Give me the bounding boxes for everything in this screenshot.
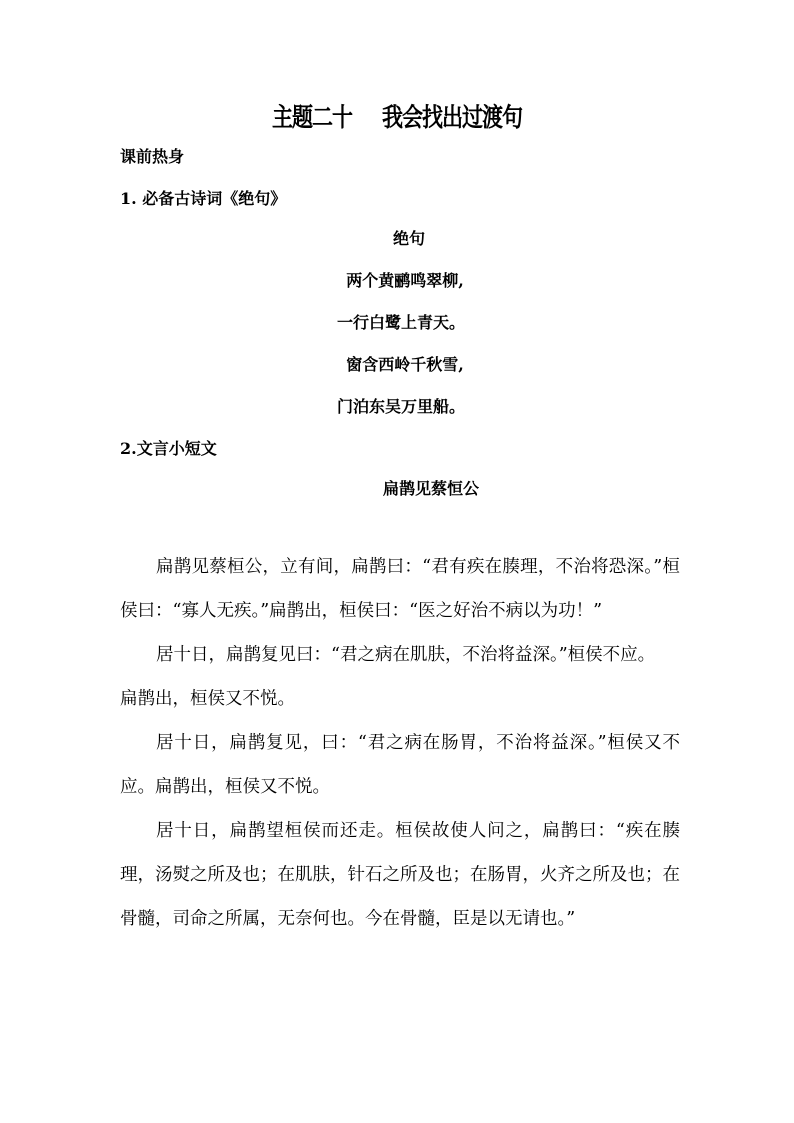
essay-paragraph-3: 扁鹊出，桓侯又不悦。 (120, 689, 295, 709)
poem-line-2: 一行白鹭上青天。 (336, 313, 465, 332)
essay-paragraph-2: 居十日，扁鹊复见曰：“君之病在肌肤，不治将益深。”桓侯不应。 (156, 645, 656, 665)
poem-line-1: 两个黄鹂鸣翠柳, (346, 271, 464, 290)
item2-heading: 2.文言小短文 (120, 439, 217, 458)
poem-line-3: 窗含西岭千秋雪, (346, 355, 464, 374)
poem-title: 绝句 (392, 229, 425, 248)
title-part1: 主题二十 (272, 102, 352, 133)
essay-title: 扁鹊见蔡恒公 (382, 479, 479, 498)
page-title (0, 98, 794, 135)
item1-heading: 1. 必备古诗词《绝句》 (120, 189, 287, 208)
essay-body (120, 545, 680, 941)
essay-paragraph-5: 居十日，扁鹊望桓侯而还走。桓侯故使人问之，扁鹊曰：“疾在腠理，汤熨之所及也；在肌肤，针石之所及也；在肠胃，火齐之所及也；在骨髓，司命之所属，无奈何也。今在骨髓，臣是以无请也。” (120, 821, 680, 929)
poem-line-4: 门泊东吴万里船。 (336, 397, 465, 416)
title-part2: 我会找出过渡句 (382, 102, 522, 133)
essay-paragraph-4: 居十日，扁鹊复见，曰：“君之病在肠胃，不治将益深。”桓侯又不应。扁鹊出，桓侯又不悦。 (120, 733, 680, 797)
essay-paragraph-1: 扁鹊见蔡桓公，立有间，扁鹊曰：“君有疾在腠理，不治将恐深。”桓侯曰：“寡人无疾。”扁鹊出，桓侯曰：“医之好治不病以为功！” (120, 557, 680, 621)
section-warmup-heading: 课前热身 (120, 147, 185, 166)
